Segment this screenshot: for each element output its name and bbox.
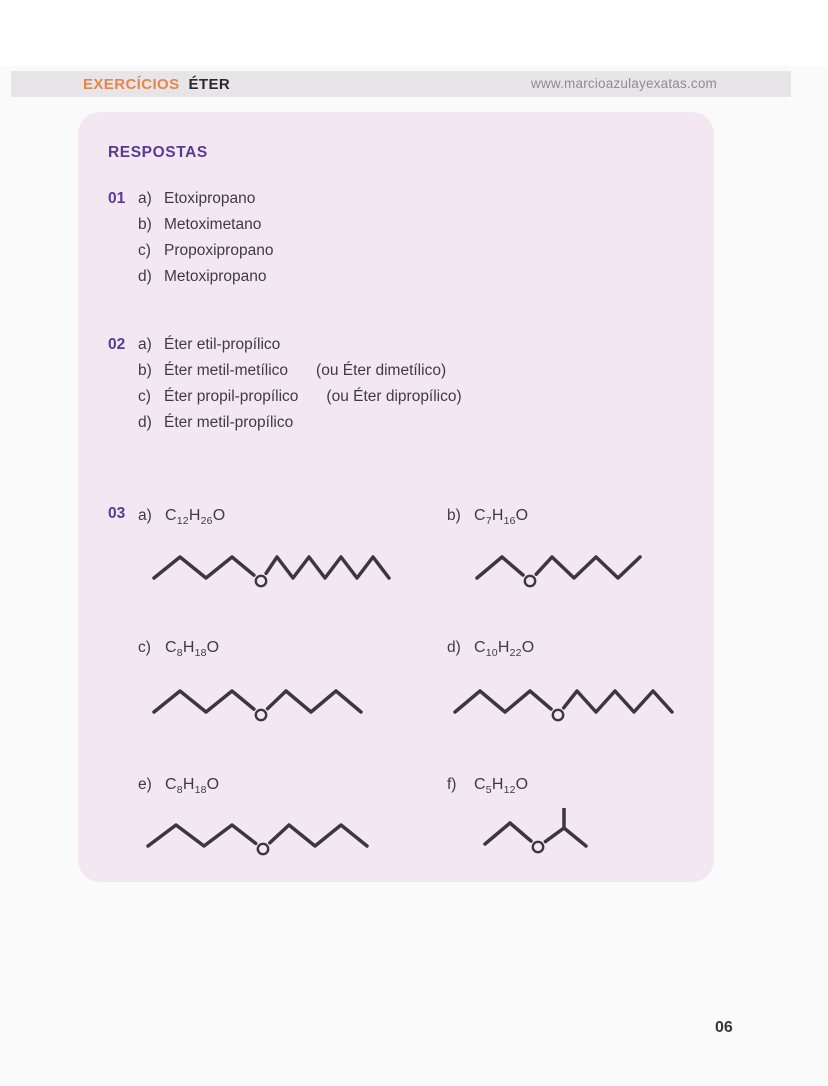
answer-rows [138,186,273,290]
eter-label: ÉTER [188,75,231,93]
answer-letter: b) [138,362,152,379]
answer-letter: a) [138,190,152,207]
answer-row [138,410,462,436]
website-url: www.marcioazulayexatas.com [530,76,717,91]
item-letter: e) [138,776,152,793]
answer-text: Éter metil-metílico [164,362,289,379]
structure-label [447,637,678,664]
chemical-formula: $C_8H_{18}O$ [165,776,220,797]
respostas-heading: RESPOSTAS [108,144,208,161]
structure-label [138,637,367,664]
answer-text: Éter propil-propílico [164,388,299,405]
question-01-answers [108,186,273,290]
header-title [83,76,230,93]
structure-label [138,505,395,532]
answer-alt-text: (ou Éter dipropílico) [326,388,462,405]
answer-letter: c) [138,242,151,259]
question-number-01: 01 [108,190,126,207]
item-letter: d) [447,639,461,656]
structure-item-d [447,637,678,729]
structure-label [447,774,592,801]
answer-text: Éter metil-propílico [164,414,294,431]
top-margin [0,0,828,66]
answer-row [138,238,273,264]
header-bar [11,71,791,97]
question-02-answers [108,332,462,436]
answer-row [138,186,273,212]
answer-rows [138,332,462,436]
structure-item-b [447,505,646,595]
page-number: 06 [715,1019,733,1036]
answer-row [138,384,462,410]
skeletal-structure [146,810,373,863]
chemical-formula: $C_{12}H_{26}O$ [165,507,226,528]
skeletal-structure [483,808,592,861]
exercicios-label: EXERCÍCIOS [83,75,180,93]
structure-item-f [447,774,592,861]
item-letter: c) [138,639,151,656]
answer-letter: d) [138,268,152,285]
skeletal-structure [152,542,395,595]
item-letter: b) [447,507,461,524]
structure-item-c [138,637,367,729]
item-letter: f) [447,776,457,793]
answer-row [138,332,462,358]
skeletal-structure [475,542,646,595]
skeletal-structure [453,676,678,729]
chemical-formula: $C_8H_{18}O$ [165,639,220,660]
question-number-02: 02 [108,336,126,353]
answer-alt-text: (ou Éter dimetílico) [316,362,447,379]
answers-card [78,112,714,882]
question-number-03: 03 [108,505,126,522]
structure-label [138,774,373,801]
answer-text: Propoxipropano [164,242,274,259]
chemical-formula: $C_7H_{16}O$ [474,507,529,528]
structure-item-a [138,505,395,595]
item-letter: a) [138,507,152,524]
answer-row [138,264,273,290]
chemical-formula: $C_{10}H_{22}O$ [474,639,535,660]
answer-text: Éter etil-propílico [164,336,281,353]
answer-letter: b) [138,216,152,233]
chemical-formula: $C_5H_{12}O$ [474,776,529,797]
structure-item-e [138,774,373,863]
answer-letter: d) [138,414,152,431]
answer-text: Etoxipropano [164,190,256,207]
answer-letter: c) [138,388,151,405]
answer-row [138,358,462,384]
answer-text: Metoximetano [164,216,262,233]
structure-label [447,505,646,532]
skeletal-structure [152,676,367,729]
answer-text: Metoxipropano [164,268,267,285]
answer-letter: a) [138,336,152,353]
answer-row [138,212,273,238]
